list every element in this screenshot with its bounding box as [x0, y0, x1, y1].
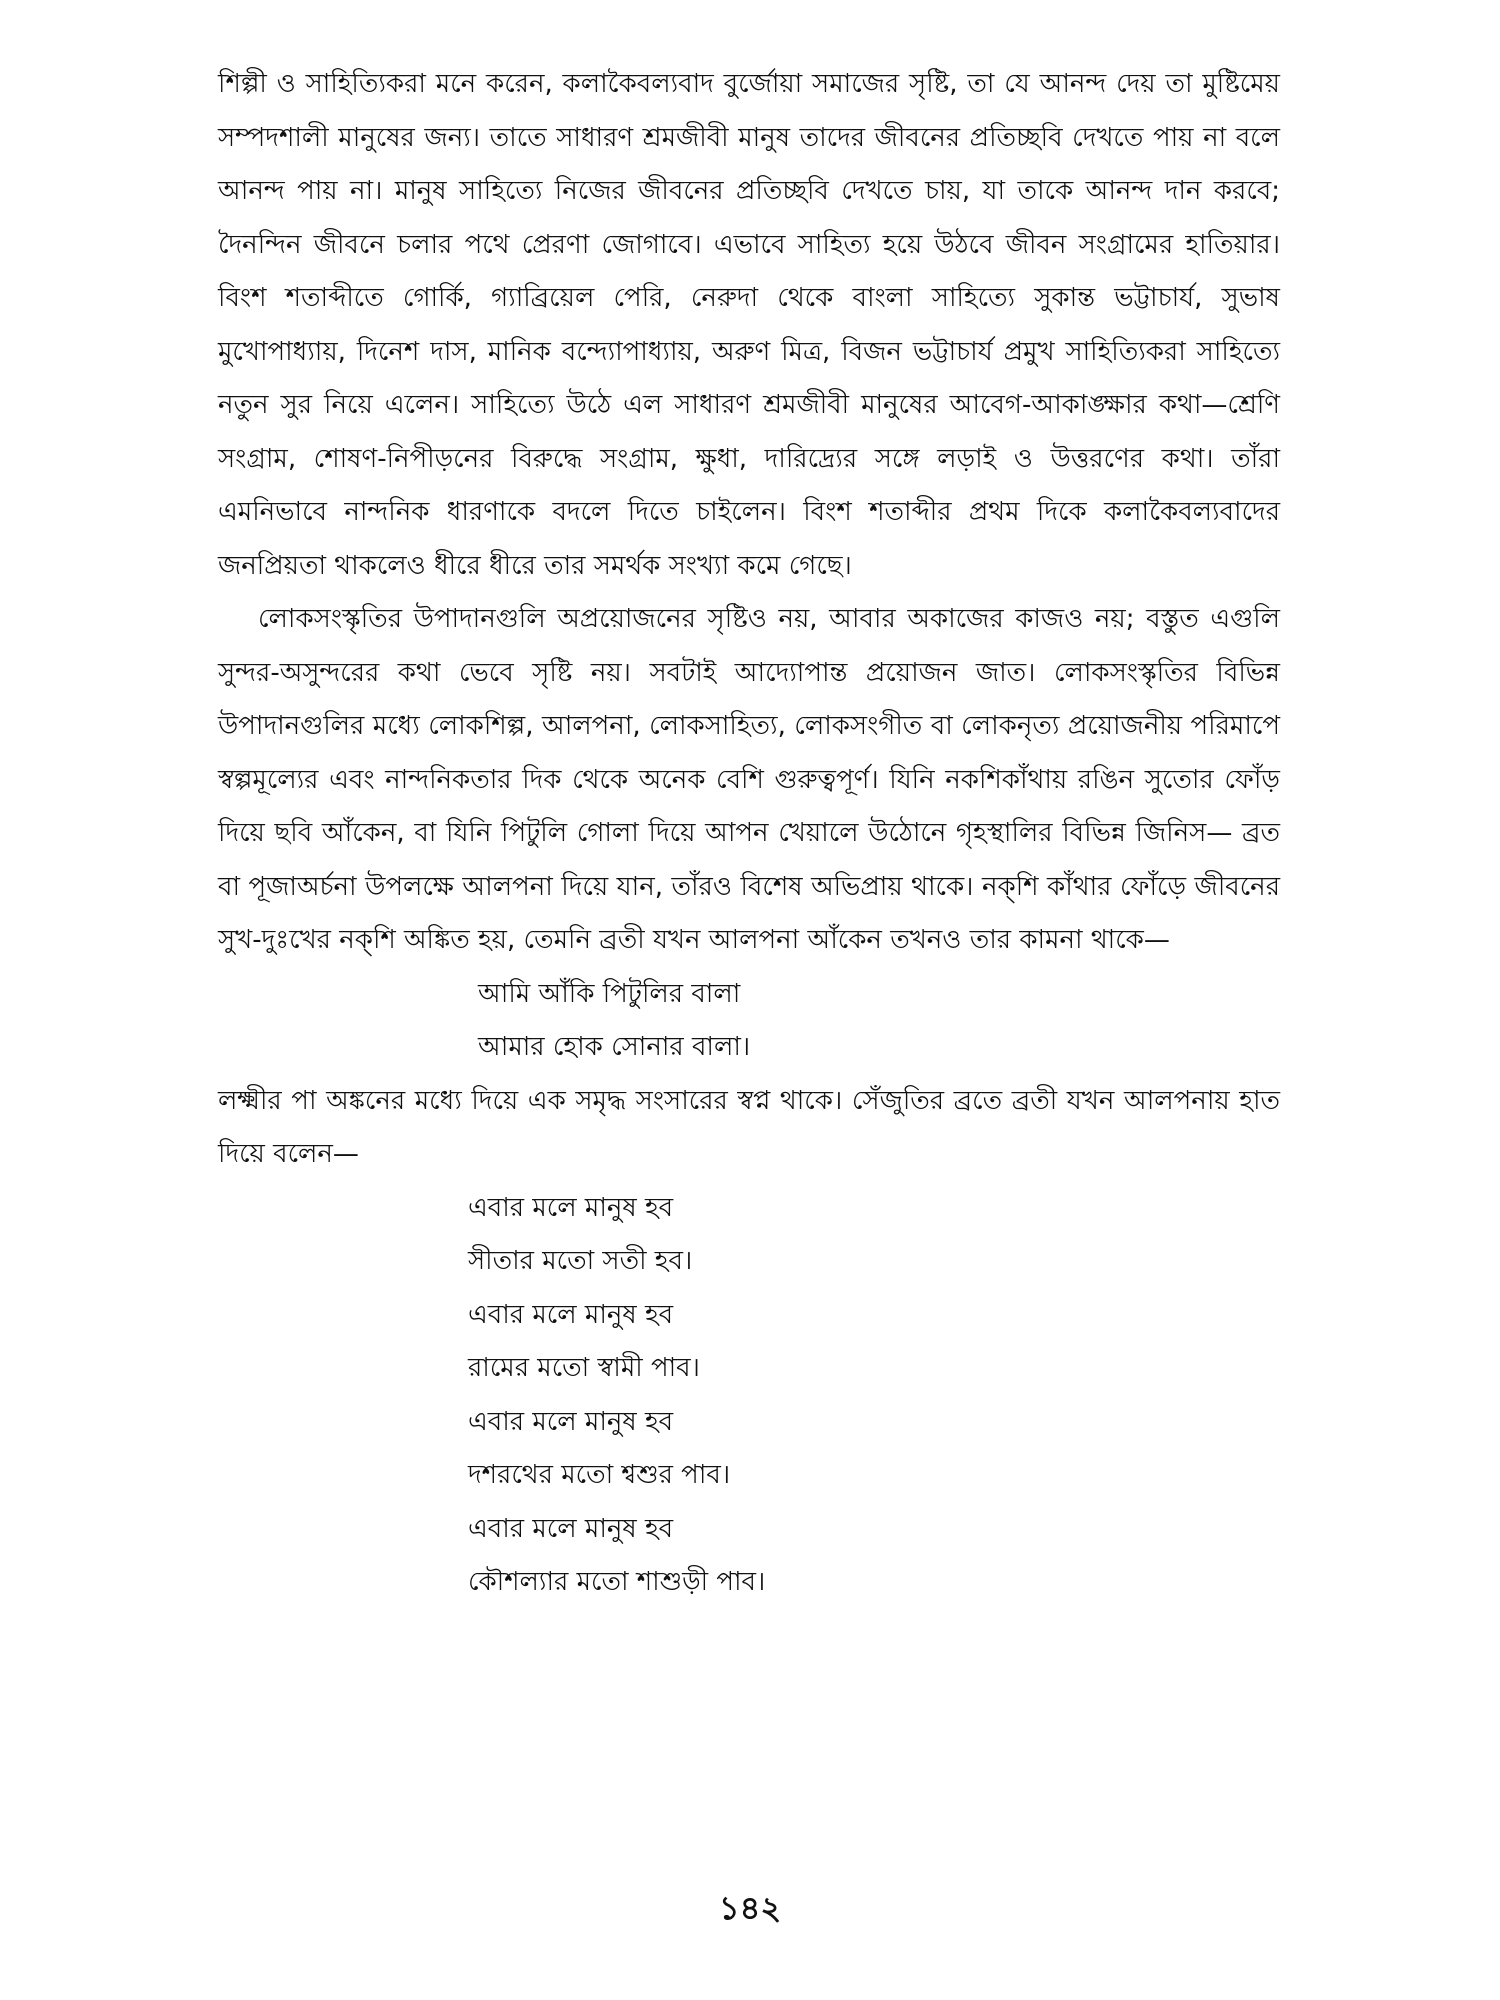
page-number: ১৪২	[718, 1889, 782, 1927]
paragraph-folk-culture: লোকসংস্কৃতির উপাদানগুলি অপ্রয়োজনের সৃষ্টিও নয়, আবার অকাজের কাজও নয়; বস্তুত এগুলি সুন্দর-অসুন্দরের কথা ভেবে সৃষ্টি নয়। সবটাই আদ্যোপান্ত প্রয়োজন জাত। লোকসংস্কৃতির বিভিন্ন উপাদানগুলির মধ্যে লোকশিল্প, আলপনা, লোকসাহিত্য, লোকসংগীত বা লোকনৃত্য প্রয়োজনীয় পরিমাপে স্বল্পমূল্যের এবং নান্দনিকতার দিক থেকে অনেক বেশি গুরুত্বপূর্ণ। যিনি নকশিকাঁথায় রঙিন সুতোর ফোঁড় দিয়ে ছবি আঁকেন, বা যিনি পিটুলি গোলা দিয়ে আপন খেয়ালে উঠোনে গৃহস্থালির বিভিন্ন জিনিস— ব্রত বা পূজাঅর্চনা উপলক্ষে আলপনা দিয়ে যান, তাঁরও বিশেষ অভিপ্রায় থাকে। নক্‌শি কাঁথার ফোঁড়ে জীবনের সুখ-দুঃখের নক্‌শি অঙ্কিত হয়, তেমনি ব্রতী যখন আলপনা আঁকেন তখনও তার কামনা থাকে—	[218, 604, 1280, 955]
verse-line: এবার মলে মানুষ হব	[468, 1406, 674, 1437]
verse-line: সীতার মতো সতী হব।	[468, 1246, 693, 1276]
verse-line: কৌশল্যার মতো শাশুড়ী পাব।	[468, 1567, 766, 1597]
verse-line: এবার মলে মানুষ হব	[468, 1513, 674, 1544]
verse-senjuti	[218, 1182, 1280, 1610]
verse-line: দশরথের মতো শ্বশুর পাব।	[468, 1460, 731, 1490]
verse-line: এবার মলে মানুষ হব	[468, 1299, 674, 1330]
verse-line: আমি আঁকি পিটুলির বালা	[478, 978, 741, 1009]
paragraph-lakshmi: লক্ষ্মীর পা অঙ্কনের মধ্যে দিয়ে এক সমৃদ্ধ সংসারের স্বপ্ন থাকে। সেঁজুতির ব্রতে ব্রতী যখন আলপনায় হাত দিয়ে বলেন—	[218, 1085, 1280, 1169]
verse-line: রামের মতো স্বামী পাব।	[468, 1353, 700, 1383]
paragraph-art-for-art-sake: শিল্পী ও সাহিত্যিকরা মনে করেন, কলাকৈবল্যবাদ বুর্জোয়া সমাজের সৃষ্টি, তা যে আনন্দ দেয় তা মুষ্টিমেয় সম্পদশালী মানুষের জন্য। তাতে সাধারণ শ্রমজীবী মানুষ তাদের জীবনের প্রতিচ্ছবি দেখতে পায় না বলে আনন্দ পায় না। মানুষ সাহিত্যে নিজের জীবনের প্রতিচ্ছবি দেখতে চায়, যা তাকে আনন্দ দান করবে; দৈনন্দিন জীবনে চলার পথে প্রেরণা জোগাবে। এভাবে সাহিত্য হয়ে উঠবে জীবন সংগ্রামের হাতিয়ার। বিংশ শতাব্দীতে গোর্কি, গ্যাব্রিয়েল পেরি, নেরুদা থেকে বাংলা সাহিত্যে সুকান্ত ভট্টাচার্য, সুভাষ মুখোপাধ্যায়, দিনেশ দাস, মানিক বন্দ্যোপাধ্যায়, অরুণ মিত্র, বিজন ভট্টাচার্য প্রমুখ সাহিত্যিকরা সাহিত্যে নতুন সুর নিয়ে এলেন। সাহিত্যে উঠে এল সাধারণ শ্রমজীবী মানুষের আবেগ-আকাঙ্ক্ষার কথা—শ্রেণি সংগ্রাম, শোষণ-নিপীড়নের বিরুদ্ধে সংগ্রাম, ক্ষুধা, দারিদ্র্যের সঙ্গে লড়াই ও উত্তরণের কথা। তাঁরা এমনিভাবে নান্দনিক ধারণাকে বদলে দিতে চাইলেন। বিংশ শতাব্দীর প্রথম দিকে কলাকৈবল্যবাদের জনপ্রিয়তা থাকলেও ধীরে ধীরে তার সমর্থক সংখ্যা কমে গেছে।	[218, 69, 1280, 581]
verse-line: এবার মলে মানুষ হব	[468, 1192, 674, 1223]
book-page-body	[218, 58, 1280, 1610]
verse-line: আমার হোক সোনার বালা।	[478, 1032, 751, 1062]
verse-pituli	[218, 968, 1280, 1075]
